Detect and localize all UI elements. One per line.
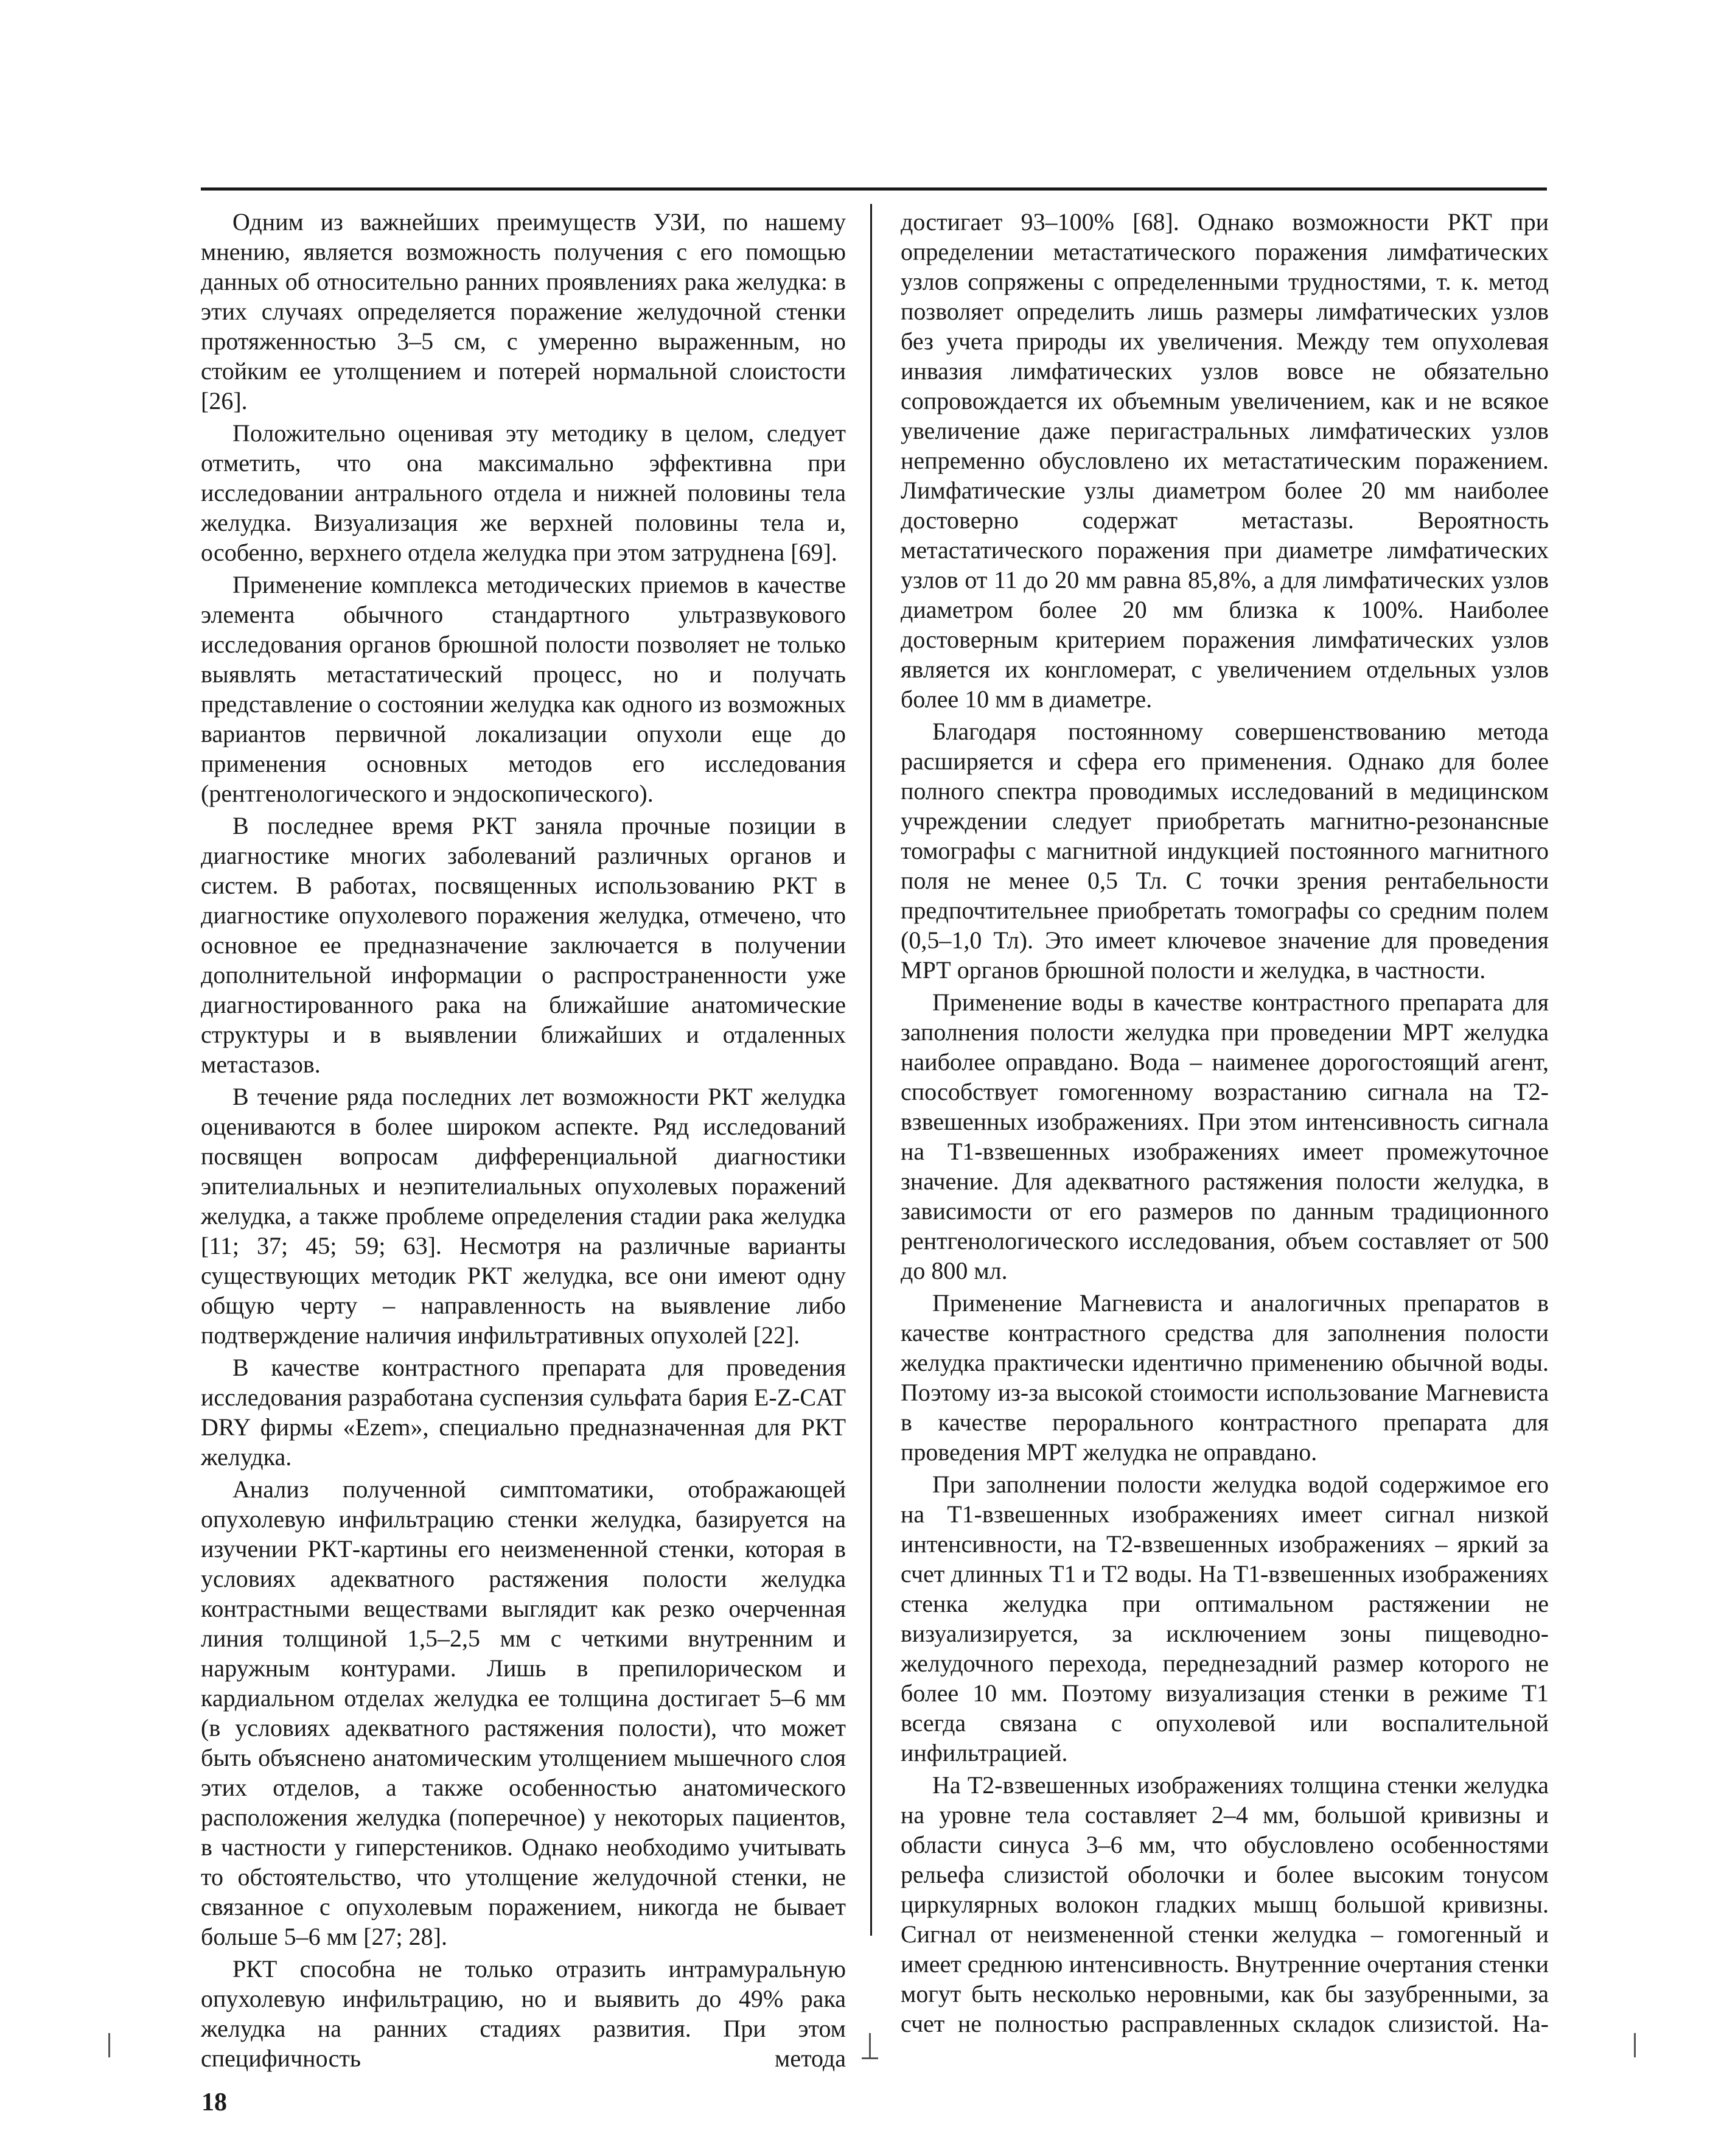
paragraph: В последнее время РКТ заняла прочные позиции в диагностике многих заболеваний различных органов и систем. В работах, посвященных использованию РКТ в диагностике опухолевого поражения желудка, отмечено, что основное ее предназначение заключается в получении дополнительной информации о распространенности уже диагностированного рака на ближайшие анатомические структуры и в выявлении ближайших и отдаленных метастазов.: [201, 812, 846, 1078]
crop-mark-right: [1634, 2033, 1636, 2057]
paragraph: На Т2-взвешенных изображениях толщина стенки желудка на уровне тела составляет 2–4 мм, большой кривизны и области синуса 3–6 мм, что обусловлено особенностями рельефа слизистой оболочки и более высоким тонусом циркулярных волокон гладких мышц большой кривизны. Сигнал от неизмененной стенки желудка – гомогенный и имеет среднюю интенсивность. Внутренние очертания стенки могут быть несколько неровными, как бы зазубренными, за счет не полностью расправленных складок слизистой. На-: [901, 1771, 1549, 2037]
crop-mark-center-base: [862, 2057, 878, 2059]
right-column: [901, 207, 1549, 2041]
paragraph: Анализ полученной симптоматики, отображающей опухолевую инфильтрацию стенки желудка, базируется на изучении РКТ-картины его неизмененной стенки, которая в условиях адекватного растяжения полости желудка контрастными веществами выглядит как резко очерченная линия толщиной 1,5–2,5 мм с четкими внутренним и наружным контурами. Лишь в препилорическом и кардиальном отделах желудка ее толщина достигает 5–6 мм (в условиях адекватного растяжения полости), что может быть объяснено анатомическим утолщением мышечного слоя этих отделов, а также особенностью анатомического расположения желудка (поперечное) у некоторых пациентов, в частности у гиперстеников. Однако необходимо учитывать то обстоятельство, что утолщение желудочной стенки, не связанное с опухолевым поражением, никогда не бывает больше 5–6 мм [27; 28].: [201, 1475, 846, 1950]
paragraph-continued: достигает 93–100% [68]. Однако возможности РКТ при определении метастатического поражения лимфатических узлов сопряжены с определенными трудностями, т. к. метод позволяет определить лишь размеры лимфатических узлов без учета природы их увеличения. Между тем опухолевая инвазия лимфатических узлов вовсе не обязательно сопровождается их объемным увеличением, как и не всякое увеличение даже перигастральных лимфатических узлов непременно обусловлено их метастатическим поражением. Лимфатические узлы диаметром более 20 мм наиболее достоверно содержат метастазы. Вероятность метастатического поражения при диаметре лимфатических узлов от 11 до 20 мм равна 85,8%, а для лимфатических узлов диаметром более 20 мм близка к 100%. Наиболее достоверным критерием поражения лимфатических узлов является их конгломерат, с увеличением отдельных узлов более 10 мм в диаметре.: [901, 208, 1549, 713]
paragraph: Одним из важнейших преимуществ УЗИ, по нашему мнению, является возможность получения с его помощью данных об относительно ранних проявлениях рака желудка: в этих случаях определяется поражение желудочной стенки протяженностью 3–5 см, с умеренно выраженным, но стойким ее утолщением и потерей нормальной слоистости [26].: [201, 208, 846, 415]
paragraph: Применение комплекса методических приемов в качестве элемента обычного стандартного ультразвукового исследования органов брюшной полости позволяет не только выявлять метастатический процесс, но и получать представление о состоянии желудка как одного из возможных вариантов первичной локализации опухоли еще до применения основных методов его исследования (рентгенологического и эндоскопического).: [201, 571, 846, 807]
paragraph: В качестве контрастного препарата для проведения исследования разработана суспензия сульфата бария E-Z-CAT DRY фирмы «Ezem», специально предназначенная для РКТ желудка.: [201, 1354, 846, 1471]
paragraph: При заполнении полости желудка водой содержимое его на Т1-взвешенных изображениях имеет сигнал низкой интенсивности, на Т2-взвешенных изображениях – яркий за счет длинных Т1 и Т2 воды. На Т1-взвешенных изображениях стенка желудка при оптимальном растяжении не визуализируется, за исключением зоны пищеводно-желудочного перехода, переднезадний размер которого не более 10 мм. Поэтому визуализация стенки в режиме Т1 всегда связана с опухолевой или воспалительной инфильтрацией.: [901, 1471, 1549, 1766]
column-divider: [870, 204, 872, 1936]
paragraph: РКТ способна не только отразить интрамуральную опухолевую инфильтрацию, но и выявить до 49% рака желудка на ранних стадиях развития. При этом специфичность метода: [201, 1955, 846, 2072]
paragraph: В течение ряда последних лет возможности РКТ желудка оцениваются в более широком аспекте. Ряд исследований посвящен вопросам дифференциальной диагностики эпителиальных и неэпителиальных опухолевых поражений желудка, а также проблеме определения стадии рака желудка [11; 37; 45; 59; 63]. Несмотря на различные варианты существующих методик РКТ желудка, все они имеют одну общую черту – направленность на выявление либо подтверждение наличия инфильтративных опухолей [22].: [201, 1083, 846, 1349]
crop-mark-center: [869, 2033, 871, 2057]
header-rule: [201, 187, 1547, 191]
paragraph: Благодаря постоянному совершенствованию метода расширяется и сфера его применения. Однако для более полного спектра проводимых исследований в медицинском учреждении следует приобретать магнитно-резонансные томографы с магнитной индукцией постоянного магнитного поля не менее 0,5 Тл. С точки зрения рентабельности предпочтительнее приобретать томографы со средним полем (0,5–1,0 Тл). Это имеет ключевое значение для проведения МРТ органов брюшной полости и желудка, в частности.: [901, 718, 1549, 984]
paragraph: Применение Магневиста и аналогичных препаратов в качестве контрастного средства для заполнения полости желудка практически идентично применению обычной воды. Поэтому из-за высокой стоимости использование Магневиста в качестве перорального контрастного препарата для проведения МРТ желудка не оправдано.: [901, 1289, 1549, 1466]
crop-mark-left: [108, 2033, 110, 2057]
paragraph: Положительно оценивая эту методику в целом, следует отметить, что она максимально эффективна при исследовании антрального отдела и нижней половины тела желудка. Визуализация же верхней половины тела и, особенно, верхнего отдела желудка при этом затруднена [69].: [201, 419, 846, 566]
paragraph: Применение воды в качестве контрастного препарата для заполнения полости желудка при проведении МРТ желудка наиболее оправдано. Вода – наименее дорогостоящий агент, способствует гомогенному возрастанию сигнала на Т2-взвешенных изображениях. При этом интенсивность сигнала на Т1-взвешенных изображениях имеет промежуточное значение. Для адекватного растяжения полости желудка, в зависимости от его размеров по данным традиционного рентгенологического исследования, объем составляет от 500 до 800 мл.: [901, 989, 1549, 1284]
left-column: [201, 207, 846, 2076]
page-number: 18: [201, 2088, 227, 2116]
